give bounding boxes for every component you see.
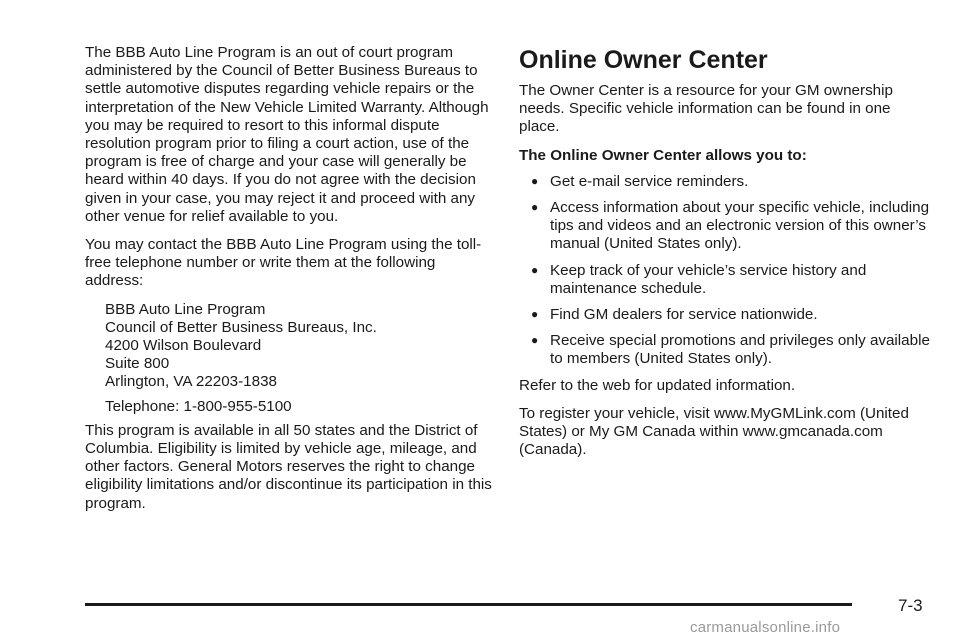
page-number: 7-3	[898, 596, 923, 615]
watermark: carmanualsonline.info	[690, 619, 841, 636]
list-item: ● Access information about your specific vehicle, including tips and videos and an electronic version of this owner’s manual (United States only).	[531, 199, 930, 253]
list-item: ● Find GM dealers for service nationwide.	[531, 306, 818, 324]
eligibility-paragraph: This program is available in all 50 states and the District of Columbia. Eligibility is limited by vehicle age, mileage, and other factors. General Motors reserves the right to change eligibility limitations and/or discontinue its participation in this program.	[85, 421, 492, 512]
bullet-icon: ●	[531, 173, 539, 188]
bullet-icon: ●	[531, 200, 539, 215]
list-item: ● Receive special promotions and privileges only available to members (United States only).	[531, 332, 930, 368]
register-paragraph: To register your vehicle, visit www.MyGMLink.com (United States) or My GM Canada within www.gmcanada.com (Canada).	[519, 404, 909, 459]
bbb-program-paragraph: The BBB Auto Line Program is an out of court program administered by the Council of Better Business Bureaus to settle automotive disputes regarding vehicle repairs or the interpretation of the New Vehicle Limited Warranty. Although you may be required to resort to this informal dispute resolution program prior to filing a court action, use of the program is free of charge and your case will generally be heard within 40 days. If you do not agree with the decision given in your case, you may reject it and proceed with any other venue for relief available to you.	[85, 44, 489, 225]
bullet-icon: ●	[531, 262, 539, 277]
telephone-number: Telephone: 1-800-955-5100	[105, 397, 292, 415]
address-line: Arlington, VA 22203-1838	[105, 373, 277, 391]
mailing-address	[105, 301, 497, 416]
address-line: Suite 800	[105, 355, 170, 373]
footer-divider	[85, 603, 852, 606]
contact-paragraph: You may contact the BBB Auto Line Program using the toll-free telephone number or write them at the following address:	[85, 236, 482, 290]
refer-paragraph: Refer to the web for updated information.	[519, 376, 796, 394]
feature-list	[519, 173, 935, 369]
address-line: 4200 Wilson Boulevard	[105, 337, 262, 355]
address-line: BBB Auto Line Program	[105, 300, 266, 318]
bullet-list-lead: The Online Owner Center allows you to:	[519, 146, 807, 164]
left-column	[85, 44, 497, 523]
owner-center-intro: The Owner Center is a resource for your GM ownership needs. Specific vehicle information can be found in one place.	[519, 82, 893, 136]
right-column	[519, 46, 935, 469]
list-item: ● Get e-mail service reminders.	[531, 172, 749, 190]
bullet-icon: ●	[531, 333, 539, 348]
bullet-icon: ●	[531, 307, 539, 322]
list-item: ● Keep track of your vehicle’s service history and maintenance schedule.	[531, 261, 867, 297]
address-line: Council of Better Business Bureaus, Inc.	[105, 318, 377, 336]
section-heading: Online Owner Center	[519, 46, 768, 74]
